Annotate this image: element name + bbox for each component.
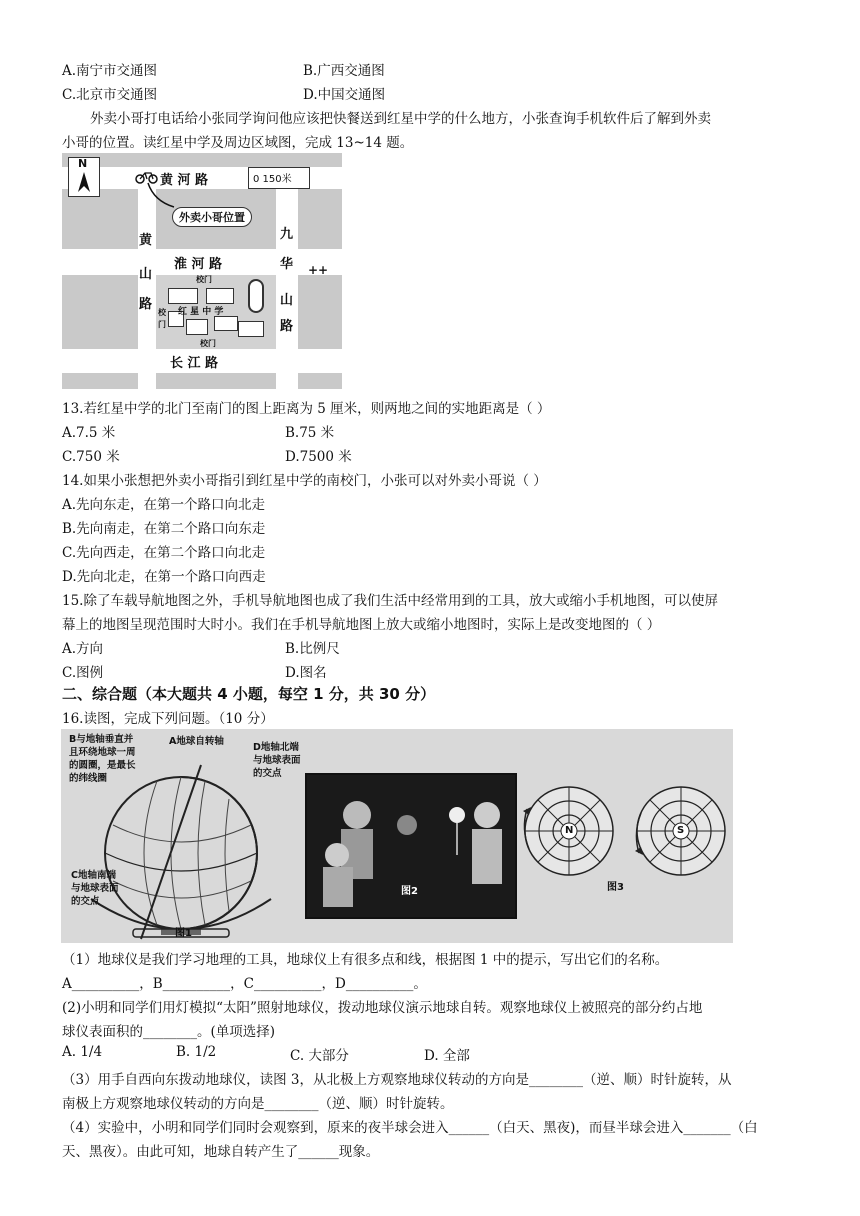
north-arrow-icon <box>69 158 99 196</box>
question-14: 14.如果小张想把外卖小哥指引到红星中学的南校门，小张可以对外卖小哥说（ ） <box>62 473 547 489</box>
option-d: D.中国交通图 <box>303 87 386 103</box>
road-label: 路 <box>139 297 153 312</box>
question-15: 15.除了车载导航地图之外，手机导航地图也成了我们生活中经常用到的工具，放大或缩小手机地图，可以使屏 <box>62 593 718 609</box>
option-a: A.南宁市交通图 <box>62 63 158 79</box>
west-gate-label: 门 <box>158 320 166 329</box>
subq-3: （3）用手自西向东拨动地球仪，读图 3，从北极上方观察地球仪转动的方向是________（逆、顺）时针旋转，从 <box>62 1072 732 1088</box>
school-name-label: 红 星 中 学 <box>178 307 224 317</box>
railway-symbol: ++ <box>308 263 329 277</box>
south-gate-label: 校门 <box>200 339 216 348</box>
scale-bar <box>248 167 310 189</box>
scale-label: 0 150米 <box>253 174 292 185</box>
intro-line: 小哥的位置。读红星中学及周边区域图，完成 13~14 题。 <box>62 135 414 151</box>
option-a: A. 1/4 <box>62 1044 103 1060</box>
subq-1-blanks: A__________，B__________，C__________，D__________。 <box>62 976 427 992</box>
question-13: 13.若红星中学的北门至南门的图上距离为 5 厘米，则两地之间的实地距离是（ ） <box>62 401 551 417</box>
option-d: D. 全部 <box>424 1048 470 1064</box>
option-c: C.750 米 <box>62 449 120 465</box>
option-b: B.比例尺 <box>285 641 340 657</box>
option-c: C.北京市交通图 <box>62 87 158 103</box>
subq-4: （4）实验中，小明和同学们同时会观察到，原来的夜半球会进入______（白天、黑夜)，而昼半球会进入_______（白 <box>62 1120 758 1136</box>
west-gate-label: 校 <box>158 308 166 317</box>
option-b: B.先向南走，在第二个路口向东走 <box>62 521 266 537</box>
option-d: D.7500 米 <box>285 449 352 465</box>
label-c: C地轴南端 与地球表面 的交点 <box>71 870 119 907</box>
option-b: B.广西交通图 <box>303 63 385 79</box>
subq-3-cont: 南极上方观察地球仪转动的方向是________（逆、顺）时针旋转。 <box>62 1096 454 1112</box>
courier-location-label: 外卖小哥位置 <box>172 207 252 227</box>
option-c: C.图例 <box>62 665 104 681</box>
subq-2-cont: 球仪表面积的________。(单项选择) <box>62 1024 276 1040</box>
option-d: D.图名 <box>285 665 327 681</box>
option-d: D.先向北走，在第一个路口向西走 <box>62 569 266 585</box>
road-label: 黄 <box>139 233 153 248</box>
question-16: 16.读图，完成下列问题。（10 分） <box>62 711 274 727</box>
option-a: A.7.5 米 <box>62 425 116 441</box>
road-label: 九 <box>280 227 294 242</box>
option-c: C.先向西走，在第二个路口向北走 <box>62 545 266 561</box>
pole-s-label: S <box>677 825 685 836</box>
road-label: 路 <box>280 319 294 334</box>
running-track <box>248 279 264 313</box>
option-a: A.先向东走，在第一个路口向北走 <box>62 497 266 513</box>
option-c: C. 大部分 <box>290 1048 349 1064</box>
subq-4-cont: 天、黑夜）。由此可知，地球自转产生了______现象。 <box>62 1144 380 1160</box>
section-title: 二、综合题（本大题共 4 小题，每空 1 分，共 30 分） <box>62 685 436 703</box>
road-label: 山 <box>139 267 153 282</box>
road-label: 华 <box>280 257 294 272</box>
road-label: 淮 河 路 <box>174 257 223 272</box>
fig3-caption: 图3 <box>607 882 624 893</box>
north-label: N <box>78 157 88 170</box>
question-15-cont: 幕上的地图呈现范围时大时小。我们在手机导航地图上放大或缩小地图时，实际上是改变地图的（ ） <box>62 617 661 633</box>
option-a: A.方向 <box>62 641 104 657</box>
road-label: 长 江 路 <box>170 356 219 371</box>
subq-1: （1）地球仪是我们学习地理的工具，地球仪上有很多点和线，根据图 1 中的提示，写出它们的名称。 <box>62 952 669 968</box>
north-gate-label: 校门 <box>196 275 212 284</box>
north-arrow-box <box>68 157 100 197</box>
road-label: 山 <box>280 293 294 308</box>
label-d: D地轴北端 与地球表面 的交点 <box>253 742 301 779</box>
option-b: B.75 米 <box>285 425 335 441</box>
fig2-caption: 图2 <box>401 886 418 897</box>
intro-line: 外卖小哥打电话给小张同学询问他应该把快餐送到红星中学的什么地方，小张查询手机软件后了解到外卖 <box>90 111 711 127</box>
figure-panel <box>61 729 733 943</box>
label-b: B与地轴垂直并 且环绕地球一周 的圆圈，是最长 的纬线圈 <box>69 734 136 784</box>
pole-n-label: N <box>565 825 574 836</box>
option-b: B. 1/2 <box>176 1044 217 1060</box>
label-a: A地球自转轴 <box>169 736 224 747</box>
subq-2: (2)小明和同学们用灯模拟“太阳”照射地球仪，拨动地球仪演示地球自转。观察地球仪上被照亮的部分约占地 <box>62 1000 703 1016</box>
fig1-caption: 图1 <box>175 928 192 939</box>
school-area-map <box>62 153 342 389</box>
road-label: 黄 河 路 <box>160 173 209 188</box>
